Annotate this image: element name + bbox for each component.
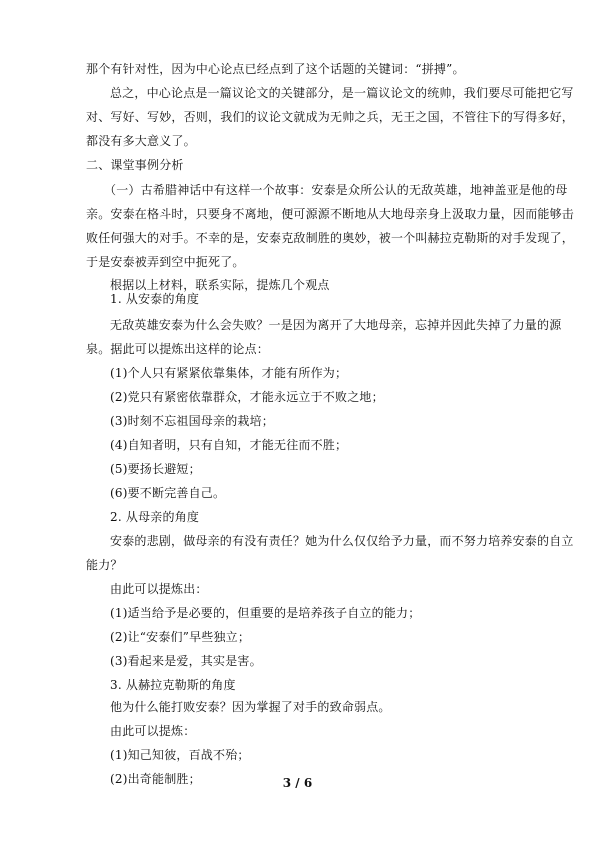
text-line: 能力？ (86, 558, 123, 572)
text-line: 泉。据此可以提炼出这样的论点： (86, 342, 270, 356)
text-line: 根据以上材料，联系实际，提炼几个观点 (110, 278, 330, 292)
subsection-heading: 2. 从母亲的角度 (110, 510, 200, 524)
text-line: 由此可以提炼出： (110, 582, 208, 596)
text-line: （一）古希腊神话中有这样一个故事：安泰是众所公认的无敌英雄，地神盖亚是他的母 (104, 183, 568, 197)
text-line: 亲。安泰在格斗时，只要身不离地，便可源源不断地从大地母亲身上汲取力量，因而能够击 (86, 207, 575, 221)
text-line: 安泰的悲剧，做母亲的有没有责任？她为什么仅仅给予力量，而不努力培养安泰的自立 (110, 534, 574, 548)
list-item: (4)自知者明，只有自知，才能无往而不胜； (110, 438, 348, 452)
text-line: 败任何强大的对手。不幸的是，安泰克敌制胜的奥妙，被一个叫赫拉克勒斯的对手发现了， (86, 231, 575, 245)
text-line: 那个有针对性，因为中心论点已经点到了这个话题的关键词：“拼搏”。 (86, 62, 465, 76)
subsection-heading: 1. 从安泰的角度 (110, 292, 200, 306)
text-line: 由此可以提炼： (110, 724, 196, 738)
text-line: 都没有多大意义了。 (86, 134, 196, 148)
list-item: (2)让“安泰们”早些独立； (110, 630, 251, 644)
list-item: (1)知己知彼，百战不殆； (110, 748, 250, 762)
list-item: (1)适当给予是必要的，但重要的是培养孩子自立的能力； (110, 606, 421, 620)
list-item: (2)党只有紧密依靠群众，才能永远立于不败之地； (110, 390, 384, 404)
list-item: (3)时刻不忘祖国母亲的栽培； (110, 414, 274, 428)
text-line: 总之，中心论点是一篇议论文的关键部分，是一篇议论文的统帅，我们要尽可能把它写 (110, 86, 574, 100)
text-line: 他为什么能打败安泰？因为掌握了对手的致命弱点。 (110, 700, 391, 714)
subsection-heading: 3. 从赫拉克勒斯的角度 (110, 678, 236, 692)
text-line: 于是安泰被弄到空中扼死了。 (86, 255, 245, 269)
text-line: 对、写好、写妙，否则，我们的议论文就成为无帅之兵，无王之国，不管往下的写得多好， (86, 110, 575, 124)
section-heading: 二、课堂事例分析 (86, 158, 184, 172)
page-number: 3 / 6 (282, 776, 313, 790)
list-item: (6)要不断完善自己。 (110, 486, 226, 500)
text-line: 无敌英雄安泰为什么会失败？一是因为离开了大地母亲，忘掉并因此失掉了力量的源 (110, 318, 562, 332)
list-item: (1)个人只有紧紧依靠集体，才能有所作为； (110, 366, 348, 380)
list-item: (5)要扬长避短； (110, 462, 201, 476)
list-item: (2)出奇能制胜； (110, 772, 201, 786)
list-item: (3)看起来是爱，其实是害。 (110, 654, 262, 668)
